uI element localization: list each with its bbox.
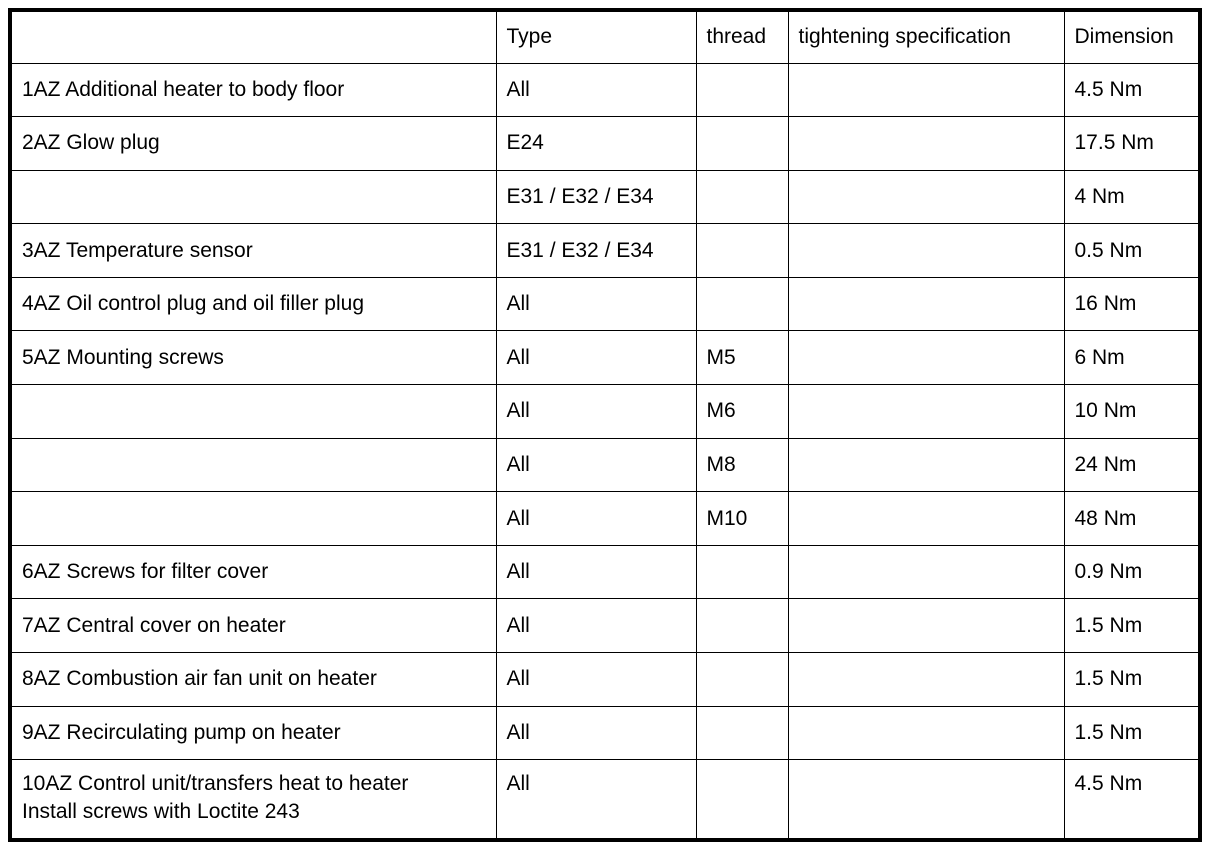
cell-thread: M6 [696,385,788,439]
cell-type: E24 [496,117,696,171]
cell-dimension: 17.5 Nm [1064,117,1200,171]
cell-tightening [788,599,1064,653]
table-row [10,438,1200,492]
cell-description: 3AZ Temperature sensor [10,224,496,278]
cell-dimension: 16 Nm [1064,277,1200,331]
cell-type: All [496,599,696,653]
table-row [10,760,1200,840]
cell-type: All [496,492,696,546]
cell-tightening [788,117,1064,171]
cell-thread [696,760,788,840]
cell-dimension: 1.5 Nm [1064,599,1200,653]
cell-thread [696,63,788,117]
description-line-2: Install screws with Loctite 243 [22,800,300,824]
cell-tightening [788,492,1064,546]
cell-thread [696,599,788,653]
cell-thread [696,653,788,707]
cell-thread [696,277,788,331]
cell-type: All [496,385,696,439]
cell-type: All [496,438,696,492]
cell-tightening [788,63,1064,117]
table-row [10,117,1200,171]
cell-dimension: 1.5 Nm [1064,706,1200,760]
header-description [10,10,496,63]
cell-description: 7AZ Central cover on heater [10,599,496,653]
cell-tightening [788,385,1064,439]
header-row [10,10,1200,63]
cell-dimension: 4.5 Nm [1064,760,1200,840]
header-tightening-specification: tightening specification [788,10,1064,63]
cell-tightening [788,224,1064,278]
cell-tightening [788,438,1064,492]
cell-type: E31 / E32 / E34 [496,170,696,224]
cell-thread [696,224,788,278]
table-row [10,653,1200,707]
cell-thread: M8 [696,438,788,492]
cell-dimension: 6 Nm [1064,331,1200,385]
table-row [10,170,1200,224]
cell-dimension: 48 Nm [1064,492,1200,546]
cell-thread: M5 [696,331,788,385]
cell-type: All [496,63,696,117]
table-row [10,706,1200,760]
cell-description: 1AZ Additional heater to body floor [10,63,496,117]
table-row [10,599,1200,653]
cell-description: 8AZ Combustion air fan unit on heater [10,653,496,707]
cell-description: 5AZ Mounting screws [10,331,496,385]
table-row [10,545,1200,599]
cell-type: All [496,331,696,385]
cell-description [10,170,496,224]
cell-dimension: 0.9 Nm [1064,545,1200,599]
cell-description: 6AZ Screws for filter cover [10,545,496,599]
cell-tightening [788,653,1064,707]
cell-dimension: 0.5 Nm [1064,224,1200,278]
table-row [10,331,1200,385]
header-type: Type [496,10,696,63]
cell-type: All [496,706,696,760]
cell-tightening [788,170,1064,224]
description-line-1: 10AZ Control unit/transfers heat to heater [22,772,409,796]
cell-tightening [788,331,1064,385]
cell-description: 9AZ Recirculating pump on heater [10,706,496,760]
cell-type: All [496,545,696,599]
cell-description [10,438,496,492]
torque-spec-table [8,8,1202,842]
cell-description [10,385,496,439]
cell-thread [696,170,788,224]
cell-tightening [788,706,1064,760]
cell-type: E31 / E32 / E34 [496,224,696,278]
cell-type: All [496,653,696,707]
header-dimension: Dimension [1064,10,1200,63]
table-row [10,277,1200,331]
cell-tightening [788,760,1064,840]
cell-thread [696,706,788,760]
cell-thread [696,545,788,599]
cell-tightening [788,545,1064,599]
table-row [10,385,1200,439]
table-row [10,63,1200,117]
cell-description [10,492,496,546]
header-thread: thread [696,10,788,63]
cell-description: 2AZ Glow plug [10,117,496,171]
cell-dimension: 4.5 Nm [1064,63,1200,117]
table-row [10,492,1200,546]
cell-dimension: 24 Nm [1064,438,1200,492]
cell-type: All [496,277,696,331]
cell-dimension: 1.5 Nm [1064,653,1200,707]
cell-thread: M10 [696,492,788,546]
cell-dimension: 4 Nm [1064,170,1200,224]
cell-description [10,760,496,840]
cell-tightening [788,277,1064,331]
cell-type: All [496,760,696,840]
cell-thread [696,117,788,171]
cell-dimension: 10 Nm [1064,385,1200,439]
cell-description: 4AZ Oil control plug and oil filler plug [10,277,496,331]
table-row [10,224,1200,278]
